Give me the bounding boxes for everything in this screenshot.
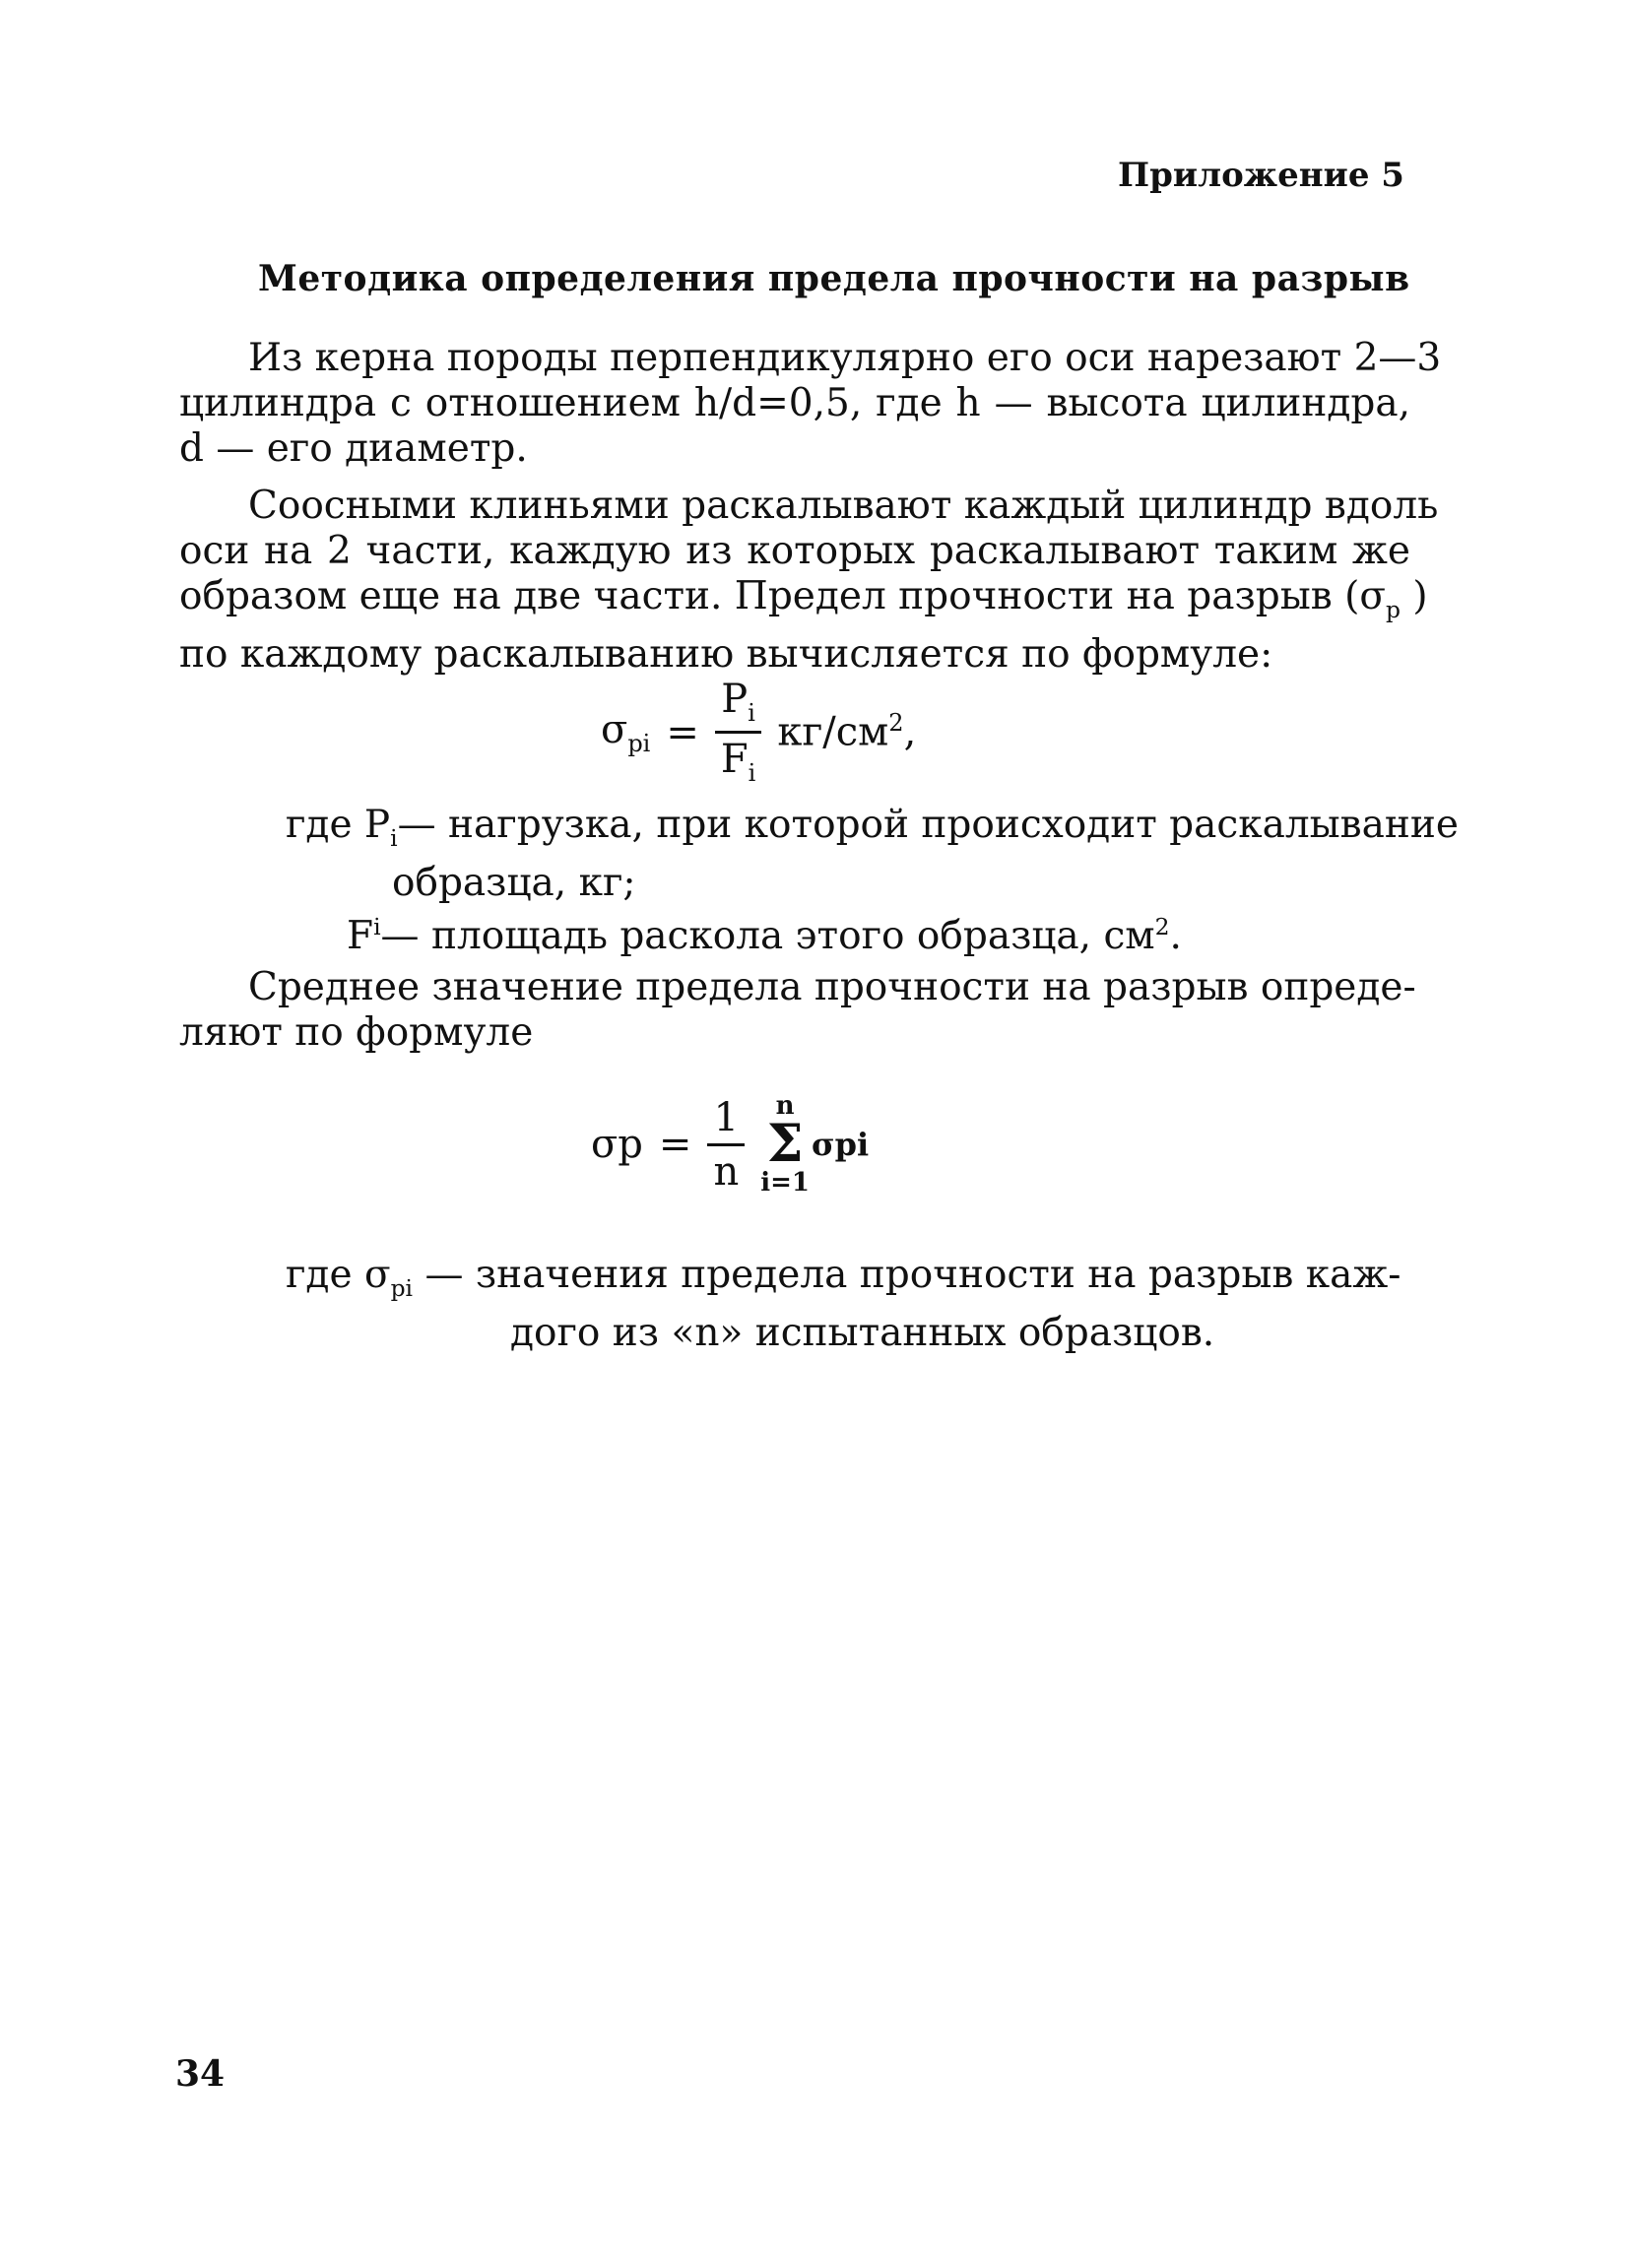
paragraph-2-line-3-text: образом еще на две части. Предел прочности на разрыв ( bbox=[179, 574, 1360, 618]
paragraph-2-line-4: по каждому раскалыванию вычисляется по формуле: bbox=[179, 631, 1273, 677]
paragraph-3-line-1: Среднее значение предела прочности на разрыв опреде- bbox=[248, 965, 1416, 1009]
summation bbox=[760, 1093, 810, 1196]
paragraph-3-line-2: ляют по формуле bbox=[179, 1010, 534, 1055]
formula-1-denominator-symbol: F bbox=[720, 737, 749, 782]
formula-1-units-exponent: 2 bbox=[888, 709, 904, 738]
sum-upper-limit: n bbox=[775, 1091, 795, 1121]
definition-f-label: F bbox=[347, 914, 374, 958]
definition-p-line-1 bbox=[286, 803, 1459, 861]
definition-f-unit-exponent: 2 bbox=[1154, 913, 1170, 940]
sigma-p-subscript: p bbox=[1385, 595, 1401, 623]
formula-2-fraction bbox=[707, 1094, 745, 1195]
definition-sigma bbox=[286, 1253, 1408, 1356]
formula-1-sigma: σ bbox=[601, 707, 628, 752]
definition-p-label-subscript: i bbox=[390, 823, 398, 852]
formula-1-equals: = bbox=[666, 709, 699, 755]
definition-sigma-subscript: pi bbox=[390, 1273, 414, 1302]
page-title: Методика определения предела прочности на разрыв bbox=[258, 258, 1410, 299]
definition-sigma-line-2: дого из «n» испытанных образцов. bbox=[510, 1310, 1215, 1355]
paragraph-2 bbox=[179, 484, 1439, 678]
sum-sigma-symbol: Σ bbox=[766, 1114, 804, 1174]
appendix-label: Приложение 5 bbox=[1118, 156, 1404, 195]
definition-p-text: — нагрузка, при которой происходит раскалывание bbox=[397, 803, 1459, 847]
definition-f-text: — площадь раскола этого образца, см bbox=[380, 914, 1155, 958]
closing-paren: ) bbox=[1412, 574, 1428, 618]
paragraph-3 bbox=[179, 965, 1416, 1056]
definition-sigma-prefix: где bbox=[286, 1253, 353, 1297]
formula-1-numerator-subscript: i bbox=[748, 699, 755, 727]
formula-2-numerator: 1 bbox=[713, 1094, 740, 1140]
formula-tensile-strength bbox=[601, 677, 917, 787]
definition-sigma-text: — значения предела прочности на разрыв каж- bbox=[424, 1253, 1401, 1297]
paragraph-2-line-2: оси на 2 части, каждую из которых раскалывают таким же bbox=[179, 529, 1410, 573]
formula-1-fraction bbox=[715, 677, 761, 787]
formula-2-lhs: σp bbox=[591, 1122, 643, 1167]
definition-sigma-symbol: σ bbox=[363, 1253, 391, 1297]
definition-f-period: . bbox=[1169, 914, 1182, 958]
definition-p-line-2: образца, кг; bbox=[392, 860, 636, 905]
formula-mean-strength bbox=[591, 1093, 869, 1196]
sum-lower-limit: i=1 bbox=[760, 1168, 810, 1198]
paragraph-1-line-3: d — его диаметр. bbox=[179, 426, 528, 471]
definition-sigma-line-1 bbox=[286, 1253, 1408, 1311]
formula-2-denominator: n bbox=[713, 1148, 740, 1195]
definition-p-label: где P bbox=[286, 803, 391, 847]
sigma-p-symbol: σ bbox=[1359, 574, 1386, 618]
formula-1-denominator-subscript: i bbox=[748, 759, 756, 787]
definition-f bbox=[347, 904, 1182, 959]
definition-p bbox=[286, 803, 1459, 906]
definition-f-line bbox=[347, 904, 1182, 959]
paragraph-2-line-3 bbox=[179, 574, 1428, 632]
formula-2-summand: σpi bbox=[811, 1126, 870, 1163]
formula-1-trailing-comma: , bbox=[903, 709, 917, 755]
paragraph-1-line-2: цилиндра с отношением h/d=0,5, где h — высота цилиндра, bbox=[179, 381, 1410, 425]
definition-f-label-superscript: i bbox=[373, 913, 381, 940]
formula-2-equals: = bbox=[658, 1122, 692, 1167]
paragraph-1-line-1: Из керна породы перпендикулярно его оси нарезают 2—3 bbox=[248, 336, 1442, 380]
paragraph-2-line-1: Соосными клиньями раскалывают каждый цилиндр вдоль bbox=[248, 484, 1439, 528]
formula-1-denominator bbox=[715, 734, 761, 785]
formula-1-lhs-subscript: pi bbox=[627, 730, 651, 757]
formula-1-numerator bbox=[715, 677, 761, 731]
formula-1-units-text: кг/см bbox=[777, 709, 889, 755]
page-number: 34 bbox=[175, 2053, 226, 2095]
formula-1-numerator-symbol: P bbox=[721, 677, 749, 722]
formula-1-lhs bbox=[601, 707, 650, 757]
paragraph-1 bbox=[179, 336, 1442, 472]
formula-1-units bbox=[777, 709, 916, 754]
